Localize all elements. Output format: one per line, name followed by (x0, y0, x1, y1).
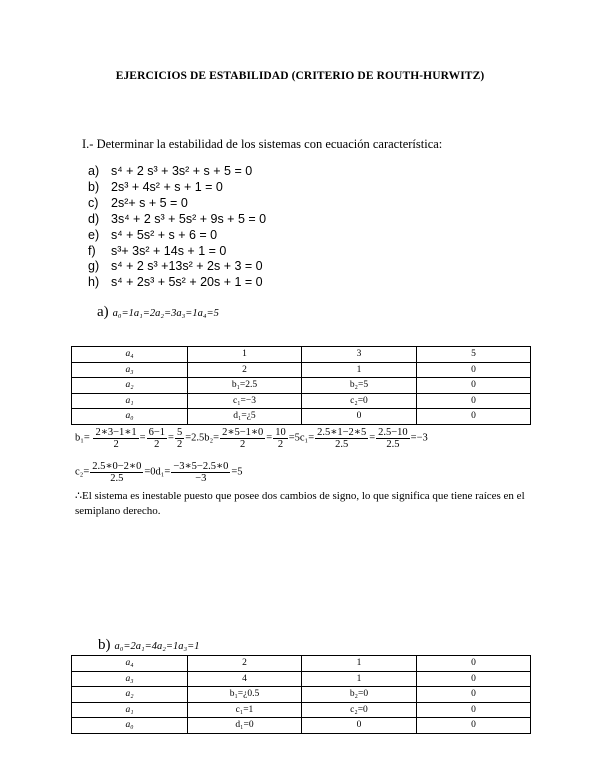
equation-item (88, 275, 266, 291)
denominator: 2 (176, 438, 183, 450)
calc-text: =−3 (410, 432, 428, 444)
table-row (72, 687, 531, 703)
fraction (93, 426, 138, 450)
table-cell: 0 (417, 656, 531, 672)
equation-text: 3s⁴ + 2 s³ + 5s² + 9s + 5 = 0 (111, 211, 267, 226)
table-row (72, 702, 531, 718)
table-cell: d₁=0 (188, 718, 302, 734)
fraction (315, 426, 368, 450)
equation-text: s⁴ + 2s³ + 5s² + 20s + 1 = 0 (111, 275, 263, 290)
part-a-coefficients (97, 304, 219, 321)
calc-text: =5c₁= (288, 432, 315, 444)
numerator: 2.5∗0−2∗0 (92, 461, 142, 472)
exercise-intro: I.- Determinar la estabilidad de los sistemas con ecuación característica: (82, 137, 443, 151)
equation-label: e) (88, 227, 100, 242)
fraction (147, 427, 167, 450)
calc-text: =2.5b₂= (185, 432, 220, 444)
calc-text: =5 (231, 466, 243, 478)
table-row (72, 409, 531, 425)
numerator: 5 (176, 426, 183, 438)
table-cell: 0 (417, 671, 531, 687)
table-cell: c₂=0 (302, 702, 417, 718)
routh-table-a (71, 346, 531, 425)
table-cell: 0 (417, 378, 531, 394)
fraction (175, 427, 184, 450)
table-cell: 1 (302, 656, 417, 672)
equation-label: d) (88, 211, 100, 226)
part-b-coefficient-text: a₀=2a₁=4a₂=1a₃=1 (114, 641, 200, 652)
denominator: 2 (277, 438, 284, 450)
table-cell: 0 (417, 362, 531, 378)
denominator: 2 (154, 438, 160, 450)
table-cell: 2 (188, 656, 302, 672)
equation-text: s⁴ + 2 s³ +13s² + 2s + 3 = 0 (111, 259, 263, 274)
equation-text: s³+ 3s² + 14s + 1 = 0 (111, 243, 227, 258)
table-cell: a₁ (72, 393, 188, 409)
equation-label: h) (88, 275, 100, 290)
table-cell: 4 (188, 671, 302, 687)
table-cell: b₂=0 (302, 687, 417, 703)
table-row (72, 718, 531, 734)
table-cell: c₁=−3 (188, 393, 302, 409)
numerator: 10 (275, 426, 286, 438)
equation-label: c) (88, 195, 99, 210)
table-cell: a₀ (72, 409, 188, 425)
calc-text: =0d₁= (144, 466, 171, 478)
equation-list (88, 164, 266, 291)
table-cell: a₂ (72, 687, 188, 703)
equation-label: g) (88, 259, 100, 274)
fraction (90, 460, 143, 484)
table-cell: 0 (302, 718, 417, 734)
denominator: 2 (240, 439, 246, 450)
numerator: 2∗5−1∗0 (222, 427, 264, 438)
denominator: −3 (195, 473, 207, 484)
table-cell: a₀ (72, 718, 188, 734)
calc-text: b₁= (75, 432, 90, 444)
table-cell: a₂ (72, 378, 188, 394)
document-title: EJERCICIOS DE ESTABILIDAD (CRITERIO DE ROUTH-HURWITZ) (115, 70, 485, 82)
table-cell: a₄ (72, 656, 188, 672)
numerator: 2.5−10 (378, 426, 408, 438)
table-row (72, 393, 531, 409)
table-cell: 2 (188, 362, 302, 378)
numerator: 2∗3−1∗1 (95, 427, 137, 438)
table-cell: 0 (417, 702, 531, 718)
table-row (72, 362, 531, 378)
equation-item (88, 196, 266, 212)
table-row (72, 656, 531, 672)
table-row (72, 347, 531, 363)
calculation-line-b-c1: b₁= $\frac{2∗3-1∗1}{2}$ = $\frac{6-1}{2}$ = $\frac{5}{2}$ =2.5b₂= $\frac{2∗5-1∗0}{2}$ = $\frac{10}{2}$ =5c₁= $\frac{2.5∗1-2∗5}{2.5}$ = $\frac{2.5-10}{2.5}$ =−3 (75, 426, 428, 450)
table-cell: a₁ (72, 702, 188, 718)
table-cell: b₁=¿0.5 (188, 687, 302, 703)
table-cell: 5 (417, 347, 531, 363)
equation-item (88, 212, 266, 228)
table-cell: c₂=0 (302, 393, 417, 409)
calc-text: c₂= (75, 466, 90, 478)
part-a-coefficient-text: a₀=1a₁=2a₂=3a₃=1a₄=5 (112, 308, 219, 319)
fraction (171, 460, 230, 484)
table-cell: 3 (302, 347, 417, 363)
numerator: 6−1 (148, 426, 166, 438)
equation-text: 2s³ + 4s² + s + 1 = 0 (111, 179, 223, 194)
calculation-line-c2-d1 (75, 460, 243, 484)
table-cell: a₃ (72, 362, 188, 378)
part-b-label: b) (98, 637, 111, 653)
table-cell: 1 (302, 362, 417, 378)
conclusion-text: ∴El sistema es inestable puesto que posee dos cambios de signo, lo que significa que tiene raíces en el semiplano derecho. (75, 490, 525, 517)
equation-label: f) (88, 243, 96, 258)
table-row (72, 671, 531, 687)
table-cell: 0 (417, 393, 531, 409)
equation-label: a) (88, 164, 100, 178)
table-cell: 0 (302, 409, 417, 425)
table-cell: 1 (188, 347, 302, 363)
table-cell: a₄ (72, 347, 188, 363)
table-cell: 0 (417, 718, 531, 734)
fraction (273, 427, 288, 450)
equation-item (88, 164, 266, 180)
table-row (72, 378, 531, 394)
table-cell: b₂=5 (302, 378, 417, 394)
table-cell: 0 (417, 409, 531, 425)
numerator: 2.5∗1−2∗5 (317, 427, 367, 438)
equation-item (88, 180, 266, 196)
equation-text: 2s²+ s + 5 = 0 (111, 195, 188, 210)
equation-text: s⁴ + 2 s³ + 3s² + s + 5 = 0 (111, 164, 253, 178)
table-cell: b₁=2.5 (188, 378, 302, 394)
denominator: 2.5 (110, 473, 124, 484)
table-cell: c₁=1 (188, 702, 302, 718)
denominator: 2.5 (335, 439, 349, 450)
equation-item (88, 244, 266, 260)
denominator: 2 (113, 439, 119, 450)
table-cell: a₃ (72, 671, 188, 687)
table-cell: 0 (417, 687, 531, 703)
equation-label: b) (88, 179, 100, 194)
equation-text: s⁴ + 5s² + s + 6 = 0 (111, 227, 218, 242)
part-b-coefficients (98, 637, 199, 654)
equation-item (88, 259, 266, 275)
fraction (220, 426, 265, 450)
part-a-label: a) (97, 304, 109, 320)
table-cell: 1 (302, 671, 417, 687)
denominator: 2.5 (386, 438, 400, 450)
numerator: −3∗5−2.5∗0 (173, 461, 229, 472)
table-cell: d₁=¿5 (188, 409, 302, 425)
routh-table-b (71, 655, 531, 734)
equation-item (88, 228, 266, 244)
fraction (376, 427, 410, 450)
